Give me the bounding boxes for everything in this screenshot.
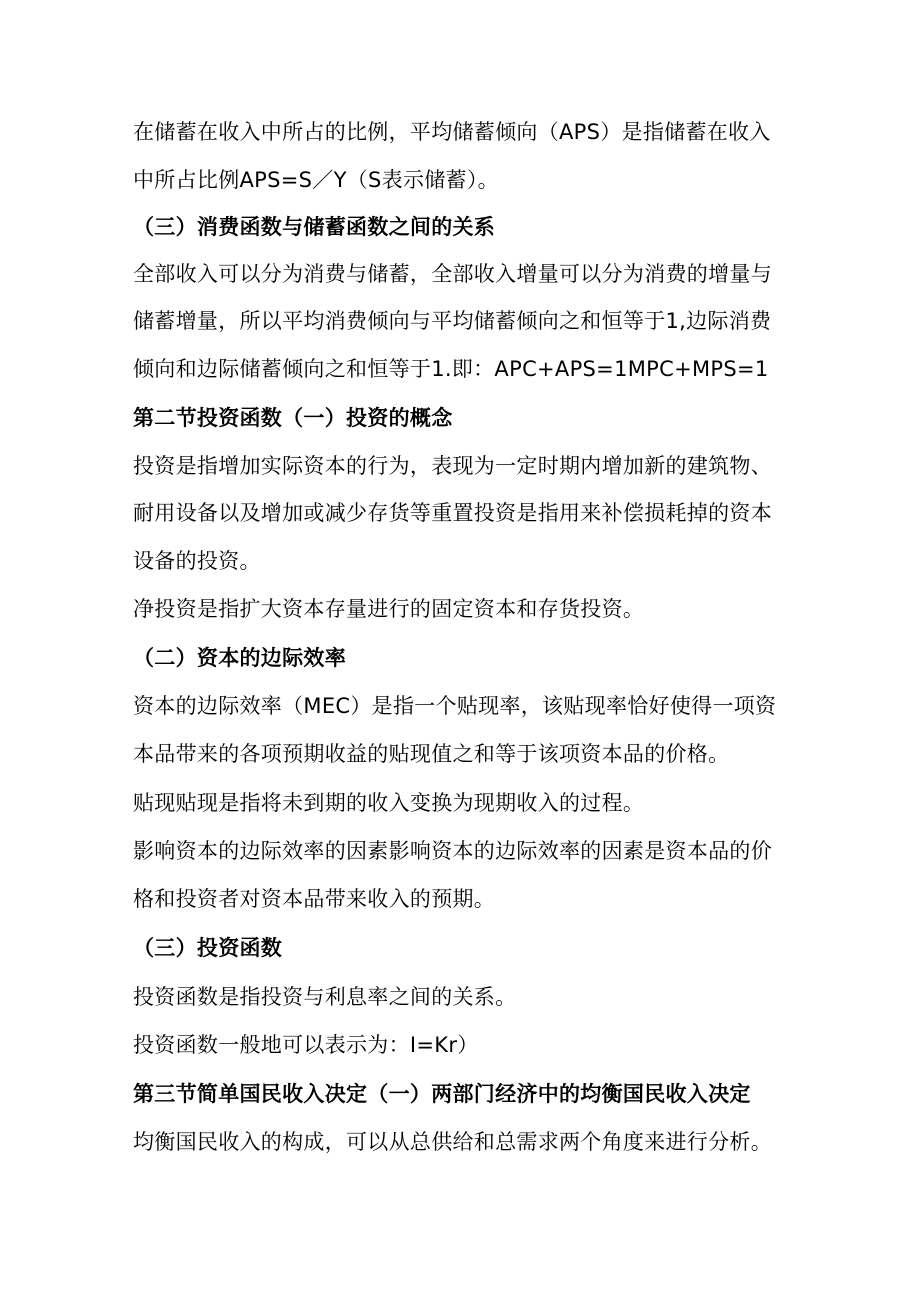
- text-line: 设备的投资。: [133, 549, 261, 573]
- section-heading: 第二节投资函数（一）投资的概念: [133, 406, 453, 430]
- text-line: 投资函数一般地可以表示为：I=Kr）: [133, 1033, 479, 1057]
- section-heading: （二）资本的边际效率: [133, 646, 346, 670]
- text-line: 倾向和边际储蓄倾向之和恒等于1.即：APC+APS=1MPC+MPS=1: [133, 357, 769, 381]
- text-line: 贴现贴现是指将未到期的收入变换为现期收入的过程。: [133, 791, 645, 815]
- text-line: 中所占比例APS=S／Y（S表示储蓄）。: [133, 168, 499, 192]
- text-line: 本品带来的各项预期收益的贴现值之和等于该项资本品的价格。: [133, 742, 730, 766]
- text-line: 投资是指增加实际资本的行为，表现为一定时期内增加新的建筑物、: [133, 454, 772, 478]
- text-line: 均衡国民收入的构成，可以从总供给和总需求两个角度来进行分析。: [133, 1130, 772, 1154]
- section-heading: （三）消费函数与储蓄函数之间的关系: [133, 215, 496, 239]
- text-line: 全部收入可以分为消费与储蓄，全部收入增量可以分为消费的增量与: [133, 262, 772, 286]
- text-line: 格和投资者对资本品带来收入的预期。: [133, 887, 496, 911]
- text-line: 耐用设备以及增加或减少存货等重置投资是指用来补偿损耗掉的资本: [133, 501, 772, 525]
- text-line: 储蓄增量，所以平均消费倾向与平均储蓄倾向之和恒等于1,边际消费: [133, 309, 772, 333]
- text-line: 资本的边际效率（MEC）是指一个贴现率，该贴现率恰好使得一项资: [133, 694, 777, 718]
- text-line: 净投资是指扩大资本存量进行的固定资本和存货投资。: [133, 597, 645, 621]
- text-line: 影响资本的边际效率的因素影响资本的边际效率的因素是资本品的价: [133, 839, 772, 863]
- section-heading: （三）投资函数: [133, 936, 283, 960]
- section-heading: 第三节简单国民收入决定（一）两部门经济中的均衡国民收入决定: [133, 1082, 751, 1106]
- text-line: 在储蓄在收入中所占的比例，平均储蓄倾向（APS）是指储蓄在收入: [133, 120, 771, 144]
- text-line: 投资函数是指投资与利息率之间的关系。: [133, 985, 517, 1009]
